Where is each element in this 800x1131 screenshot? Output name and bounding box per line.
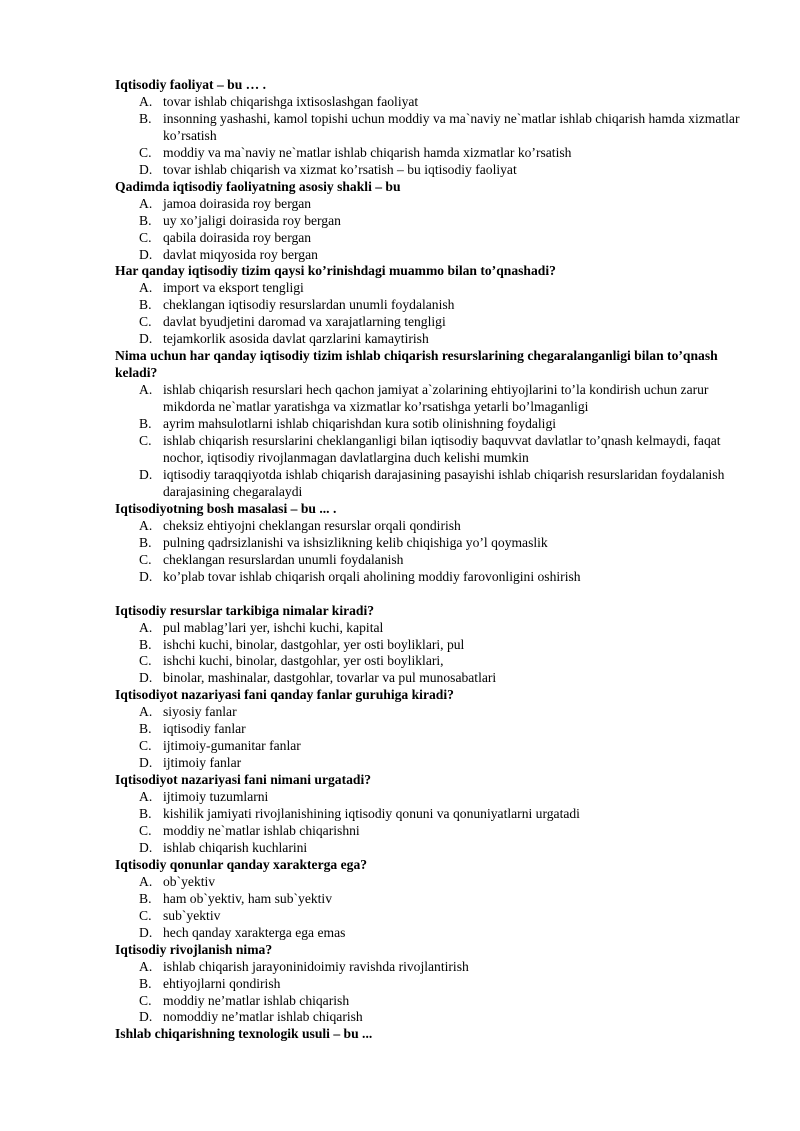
option-text: ehtiyojlarni qondirish: [163, 975, 281, 991]
option-letter: B.: [139, 721, 152, 737]
option-text: pulning qadrsizlanishi va ishsizlikning kelib chiqishiga yo’l qoymaslik: [163, 534, 548, 550]
option-letter: C.: [139, 551, 152, 567]
question-text: Iqtisodiy rivojlanish nima?: [115, 941, 273, 957]
answer-option: [115, 416, 755, 433]
option-letter: B.: [139, 212, 152, 228]
answer-option: [115, 823, 755, 840]
option-text: ijtimoiy-gumanitar fanlar: [163, 738, 301, 754]
option-text: moddiy ne’matlar ishlab chiqarish: [163, 992, 350, 1008]
answer-options: [115, 280, 755, 348]
answer-option: [115, 433, 755, 467]
question-block: [115, 348, 755, 501]
answer-option: [115, 111, 755, 145]
answer-option: [115, 145, 755, 162]
option-letter: A.: [139, 619, 153, 635]
question-text: Qadimda iqtisodiy faoliyatning asosiy shakli – bu: [115, 178, 401, 194]
option-text: kishilik jamiyati rivojlanishining iqtisodiy qonuni va qonuniyatlarni urgatadi: [163, 806, 580, 822]
answer-options: [115, 196, 755, 264]
question-text: Iqtisodiy qonunlar qanday xarakterga ega?: [115, 856, 368, 872]
answer-options: [115, 789, 755, 857]
option-letter: D.: [139, 1009, 153, 1025]
answer-option: [115, 959, 755, 976]
option-text: ishlab chiqarish resurslarini cheklanganligi bilan iqtisodiy baquvvat davlatlar to’qnash kelmaydi, faqat nochor, iqtisodiy rivojlanmagan davlatlargina duch kelishi mumkin: [163, 433, 721, 465]
option-letter: D.: [139, 924, 153, 940]
option-letter: C.: [139, 907, 152, 923]
option-text: moddiy va ma`naviy ne`matlar ishlab chiqarish hamda xizmatlar ko’rsatish: [163, 144, 572, 160]
option-letter: C.: [139, 144, 152, 160]
question-block: [115, 1026, 755, 1043]
option-text: qabila doirasida roy bergan: [163, 229, 312, 245]
option-text: ishlab chiqarish resurslari hech qachon jamiyat a`zolarining ehtiyojlarini to’la kondirish uchun zarur mikdorda ne`matlar yaratishga va xizmatlar ko’rsatishga yetarli bo’lmaganligi: [163, 382, 709, 415]
question-block: [115, 687, 755, 772]
option-text: davlat byudjetini daromad va xarajatlarning tengligi: [163, 314, 446, 330]
option-letter: C.: [139, 314, 152, 330]
option-letter: A.: [139, 382, 153, 398]
answer-option: [115, 196, 755, 213]
answer-options: [115, 959, 755, 1027]
answer-option: [115, 569, 755, 586]
option-text: iqtisodiy taraqqiyotda ishlab chiqarish darajasining pasayishi ishlab chiqarish resurslaridan foydalanish darajasining chegaralaydi: [163, 466, 725, 499]
answer-option: [115, 925, 755, 942]
option-text: ayrim mahsulotlarni ishlab chiqarishdan kura sotib olinishning foydaligi: [163, 416, 557, 432]
option-text: tovar ishlab chiqarishga ixtisoslashgan faoliyat: [163, 93, 419, 109]
question-block: [115, 179, 755, 264]
option-text: ob`yektiv: [163, 873, 216, 889]
option-letter: C.: [139, 653, 152, 669]
option-text: siyosiy fanlar: [163, 704, 237, 720]
option-text: pul mablag’lari yer, ishchi kuchi, kapital: [163, 619, 384, 635]
option-letter: B.: [139, 110, 152, 126]
option-text: binolar, mashinalar, dastgohlar, tovarlar va pul munosabatlari: [163, 670, 497, 686]
answer-option: [115, 552, 755, 569]
option-letter: A.: [139, 789, 153, 805]
question-text: Iqtisodiyotning bosh masalasi – bu ... .: [115, 500, 337, 516]
option-letter: D.: [139, 755, 153, 771]
option-letter: A.: [139, 280, 153, 296]
answer-option: [115, 976, 755, 993]
answer-option: [115, 162, 755, 179]
answer-option: [115, 840, 755, 857]
option-text: ishchi kuchi, binolar, dastgohlar, yer osti boyliklari, pul: [163, 636, 465, 652]
option-letter: B.: [139, 975, 152, 991]
question-list: [115, 77, 755, 1043]
option-letter: C.: [139, 738, 152, 754]
question-text: Iqtisodiy faoliyat – bu … .: [115, 77, 267, 92]
option-letter: B.: [139, 416, 152, 432]
answer-option: [115, 653, 755, 670]
option-letter: D.: [139, 466, 153, 482]
option-text: moddiy ne`matlar ishlab chiqarishni: [163, 822, 360, 838]
option-text: sub`yektiv: [163, 907, 221, 923]
answer-option: [115, 382, 755, 416]
option-text: cheklangan resurslardan unumli foydalanish: [163, 551, 404, 567]
question-block: [115, 77, 755, 179]
answer-option: [115, 704, 755, 721]
answer-option: [115, 213, 755, 230]
answer-option: [115, 467, 755, 501]
answer-option: [115, 247, 755, 264]
option-text: ishchi kuchi, binolar, dastgohlar, yer osti boyliklari,: [163, 653, 444, 669]
answer-option: [115, 535, 755, 552]
option-text: ham ob`yektiv, ham sub`yektiv: [163, 890, 333, 906]
option-letter: D.: [139, 246, 153, 262]
option-text: jamoa doirasida roy bergan: [163, 195, 312, 211]
option-text: import va eksport tengligi: [163, 280, 304, 296]
option-letter: B.: [139, 890, 152, 906]
question-block: [115, 263, 755, 348]
option-letter: D.: [139, 568, 153, 584]
answer-options: [115, 704, 755, 772]
option-letter: D.: [139, 161, 153, 177]
option-letter: B.: [139, 297, 152, 313]
question-block: [115, 772, 755, 857]
option-letter: C.: [139, 433, 152, 449]
answer-option: [115, 230, 755, 247]
answer-options: [115, 874, 755, 942]
answer-option: [115, 738, 755, 755]
option-text: davlat miqyosida roy bergan: [163, 246, 318, 262]
answer-option: [115, 331, 755, 348]
answer-options: [115, 382, 755, 501]
option-text: ijtimoiy tuzumlarni: [163, 789, 269, 805]
question-text: Iqtisodiy resurslar tarkibiga nimalar kiradi?: [115, 602, 375, 618]
answer-option: [115, 297, 755, 314]
option-text: ishlab chiqarish jarayoninidoimiy ravishda rivojlantirish: [163, 958, 469, 974]
answer-option: [115, 314, 755, 331]
option-letter: D.: [139, 670, 153, 686]
option-text: uy xo’jaligi doirasida roy bergan: [163, 212, 341, 228]
answer-option: [115, 789, 755, 806]
option-letter: B.: [139, 636, 152, 652]
answer-option: [115, 670, 755, 687]
option-letter: D.: [139, 331, 153, 347]
option-letter: B.: [139, 534, 152, 550]
question-text: Iqtisodiyot nazariyasi fani qanday fanlar guruhiga kiradi?: [115, 687, 454, 703]
answer-option: [115, 874, 755, 891]
option-letter: A.: [139, 517, 153, 533]
option-text: ishlab chiqarish kuchlarini: [163, 839, 308, 855]
answer-option: [115, 721, 755, 738]
option-text: iqtisodiy fanlar: [163, 721, 246, 737]
question-text: Har qanday iqtisodiy tizim qaysi ko’rinishdagi muammo bilan to’qnashadi?: [115, 263, 556, 279]
option-letter: A.: [139, 195, 153, 211]
option-text: cheksiz ehtiyojni cheklangan resurslar orqali qondirish: [163, 517, 461, 533]
option-letter: C.: [139, 992, 152, 1008]
option-text: hech qanday xarakterga ega emas: [163, 924, 346, 940]
answer-options: [115, 94, 755, 179]
option-text: cheklangan iqtisodiy resurslardan unumli foydalanish: [163, 297, 455, 313]
answer-option: [115, 518, 755, 535]
answer-option: [115, 908, 755, 925]
question-text: Ishlab chiqarishning texnologik usuli – bu ...: [115, 1026, 373, 1042]
answer-option: [115, 637, 755, 654]
question-text: Iqtisodiyot nazariyasi fani nimani urgatadi?: [115, 772, 372, 788]
question-text: Nima uchun har qanday iqtisodiy tizim ishlab chiqarish resurslarining chegaralanganligi bilan to’qnash keladi?: [115, 348, 718, 381]
answer-option: [115, 620, 755, 637]
option-letter: B.: [139, 806, 152, 822]
option-letter: A.: [139, 93, 153, 109]
answer-option: [115, 993, 755, 1010]
option-letter: A.: [139, 873, 153, 889]
answer-option: [115, 891, 755, 908]
option-text: tovar ishlab chiqarish va xizmat ko’rsatish – bu iqtisodiy faoliyat: [163, 161, 517, 177]
answer-options: [115, 518, 755, 586]
answer-option: [115, 280, 755, 297]
option-text: tejamkorlik asosida davlat qarzlarini kamaytirish: [163, 331, 429, 347]
question-block: [115, 501, 755, 586]
question-block: [115, 857, 755, 942]
answer-option: [115, 94, 755, 111]
option-text: ko’plab tovar ishlab chiqarish orqali aholining moddiy farovonligini oshirish: [163, 568, 581, 584]
option-text: ijtimoiy fanlar: [163, 755, 242, 771]
option-text: insonning yashashi, kamol topishi uchun moddiy va ma`naviy ne`matlar ishlab chiqarish hamda xizmatlar ko’rsatish: [163, 110, 740, 143]
option-text: nomoddiy ne’matlar ishlab chiqarish: [163, 1009, 363, 1025]
option-letter: C.: [139, 229, 152, 245]
option-letter: D.: [139, 839, 153, 855]
option-letter: A.: [139, 958, 153, 974]
option-letter: A.: [139, 704, 153, 720]
option-letter: C.: [139, 822, 152, 838]
question-block: [115, 942, 755, 1027]
question-block: [115, 603, 755, 688]
answer-options: [115, 620, 755, 688]
answer-option: [115, 1009, 755, 1026]
answer-option: [115, 755, 755, 772]
answer-option: [115, 806, 755, 823]
